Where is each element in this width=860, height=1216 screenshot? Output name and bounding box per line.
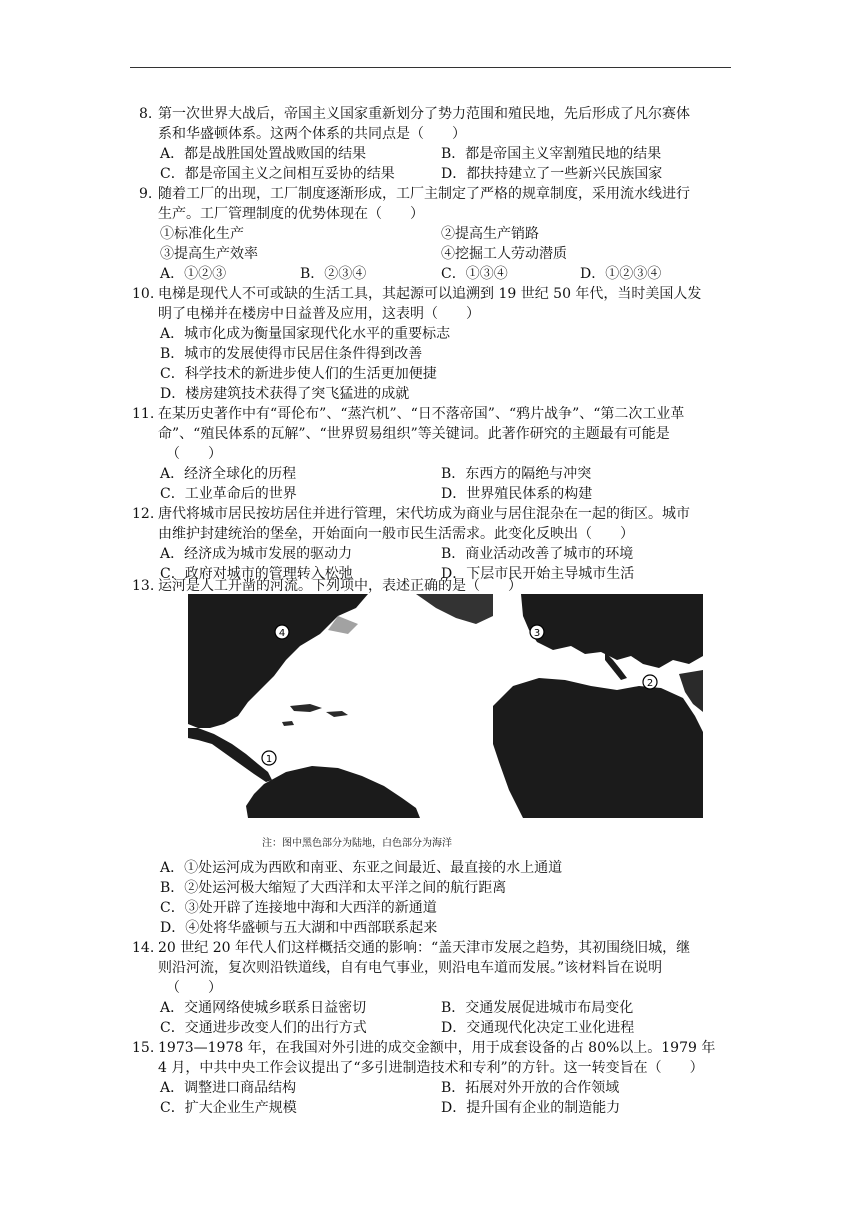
question-stem: 4 月，中共中央工作会议提出了“多引进制造技术和专利”的方针。这一转变旨在（ ） [158, 1060, 704, 1076]
map-marker-3 [530, 625, 544, 639]
option-c: C．政府对城市的管理转入松弛 [160, 566, 353, 582]
question-number: 8. [139, 106, 153, 122]
map-americas [188, 594, 493, 818]
question-stem: 由维护封建统治的堡垒，开始面向一般市民生活需求。此变化反映出（ ） [158, 526, 634, 542]
option-a: A．经济成为城市发展的驱动力 [160, 546, 353, 562]
option-c: C．交通进步改变人们的出行方式 [160, 1020, 367, 1036]
option-a: A．调整进口商品结构 [160, 1080, 297, 1096]
question-stem: （ ） [166, 980, 222, 996]
question-number: 15. [132, 1040, 155, 1056]
choice-item: ③提高生产效率 [160, 246, 258, 262]
question-stem: 第一次世界大战后，帝国主义国家重新划分了势力范围和殖民地，先后形成了凡尔赛体 [158, 106, 690, 122]
option-b: B．②处运河极大缩短了大西洋和太平洋之间的航行距离 [160, 880, 507, 896]
map-americas-svg [188, 594, 493, 818]
question-number: 12. [132, 506, 155, 522]
question-stem: 唐代将城市居民按坊居住并进行管理，宋代坊成为商业与居住混杂在一起的街区。城市 [158, 506, 690, 522]
option-c: C．③处开辟了连接地中海和大西洋的新通道 [160, 900, 437, 916]
option-c: C．扩大企业生产规模 [160, 1100, 297, 1116]
option-a: A．交通网络使城乡联系日益密切 [160, 1000, 367, 1016]
option-a: A．经济全球化的历程 [160, 466, 297, 482]
question-stem: 运河是人工开凿的河流。下列项中，表述正确的是（ ） [158, 578, 522, 594]
question-number: 11. [132, 406, 155, 422]
question-number: 10. [132, 286, 155, 302]
option-d: D．提升国有企业的制造能力 [441, 1100, 621, 1116]
option-d: D．④处将华盛顿与五大湖和中西部联系起来 [160, 920, 438, 936]
svg-text:2: 2 [646, 678, 654, 689]
header-rule [130, 67, 731, 68]
question-stem: 电梯是现代人不可或缺的生活工具，其起源可以追溯到 19 世纪 50 年代，当时美国人发 [158, 286, 702, 302]
question-number: 14. [132, 940, 155, 956]
option-a: A．城市化成为衡量国家现代化水平的重要标志 [160, 326, 451, 342]
map-marker-4 [275, 625, 289, 639]
question-stem: 随着工厂的出现，工厂制度逐渐形成，工厂主制定了严格的规章制度，采用流水线进行 [158, 186, 690, 202]
question-stem: 在某历史著作中有“哥伦布”、“蒸汽机”、“日不落帝国”、“鸦片战争”、“第二次工业革 [158, 406, 685, 422]
svg-text:1: 1 [265, 754, 273, 765]
question-stem: 则沿河流，复次则沿铁道线，自有电气事业，则沿电车道而发展。”该材料旨在说明 [158, 960, 663, 976]
option-b: B．东西方的隔绝与冲突 [441, 466, 592, 482]
choice-item: ②提高生产销路 [441, 226, 539, 242]
option-b: B．商业活动改善了城市的环境 [441, 546, 634, 562]
option-a: A．①处运河成为西欧和南亚、东亚之间最近、最直接的水上通道 [160, 860, 563, 876]
question-stem: 命”、“殖民体系的瓦解”、“世界贸易组织”等关键词。此著作研究的主题最有可能是 [158, 426, 670, 442]
map-marker-1 [262, 751, 276, 765]
option-b: B．拓展对外开放的合作领域 [441, 1080, 620, 1096]
option-d: D．①②③④ [580, 266, 662, 282]
option-b: B．城市的发展使得市民居住条件得到改善 [160, 346, 423, 362]
option-d: D．楼房建筑技术获得了突飞猛进的成就 [160, 386, 410, 402]
question-stem: （ ） [166, 446, 222, 462]
choice-item: ④挖掘工人劳动潜质 [441, 246, 567, 262]
question-stem: 生产。工厂管理制度的优势体现在（ ） [158, 206, 424, 222]
question-stem: 明了电梯并在楼房中日益普及应用，这表明（ ） [158, 306, 480, 322]
option-c: C．科学技术的新进步使人们的生活更加便捷 [160, 366, 437, 382]
question-stem: 20 世纪 20 年代人们这样概括交通的影响：“盖天津市发展之趋势，其初围绕旧城，继 [158, 940, 691, 956]
question-number: 9. [139, 186, 153, 202]
svg-text:4: 4 [278, 628, 286, 639]
option-a: A．①②③ [160, 266, 227, 282]
option-d: D．都扶持建立了一些新兴民族国家 [441, 166, 663, 182]
map-marker-2 [643, 675, 657, 689]
option-b: B．交通发展促进城市布局变化 [441, 1000, 634, 1016]
option-b: B．都是帝国主义宰割殖民地的结果 [441, 146, 662, 162]
map-europe-africa [493, 594, 703, 818]
question-stem: 1973—1978 年，在我国对外引进的成交金额中，用于成套设备的占 80%以上。1979 年 [158, 1040, 716, 1056]
option-d: D．下层市民开始主导城市生活 [441, 566, 635, 582]
map-note: 注：图中黑色部分为陆地，白色部分为海洋 [262, 838, 452, 849]
option-c: C．都是帝国主义之间相互妥协的结果 [160, 166, 395, 182]
option-d: D．世界殖民体系的构建 [441, 486, 593, 502]
option-d: D．交通现代化决定工业化进程 [441, 1020, 635, 1036]
question-stem: 系和华盛顿体系。这两个体系的共同点是（ ） [158, 126, 466, 142]
option-a: A．都是战胜国处置战败国的结果 [160, 146, 367, 162]
question-number: 13. [132, 578, 155, 594]
map-europe-africa-svg [493, 594, 703, 818]
option-b: B．②③④ [300, 266, 367, 282]
option-c: C．①③④ [441, 266, 508, 282]
choice-item: ①标准化生产 [160, 226, 244, 242]
svg-text:3: 3 [533, 628, 541, 639]
option-c: C．工业革命后的世界 [160, 486, 297, 502]
